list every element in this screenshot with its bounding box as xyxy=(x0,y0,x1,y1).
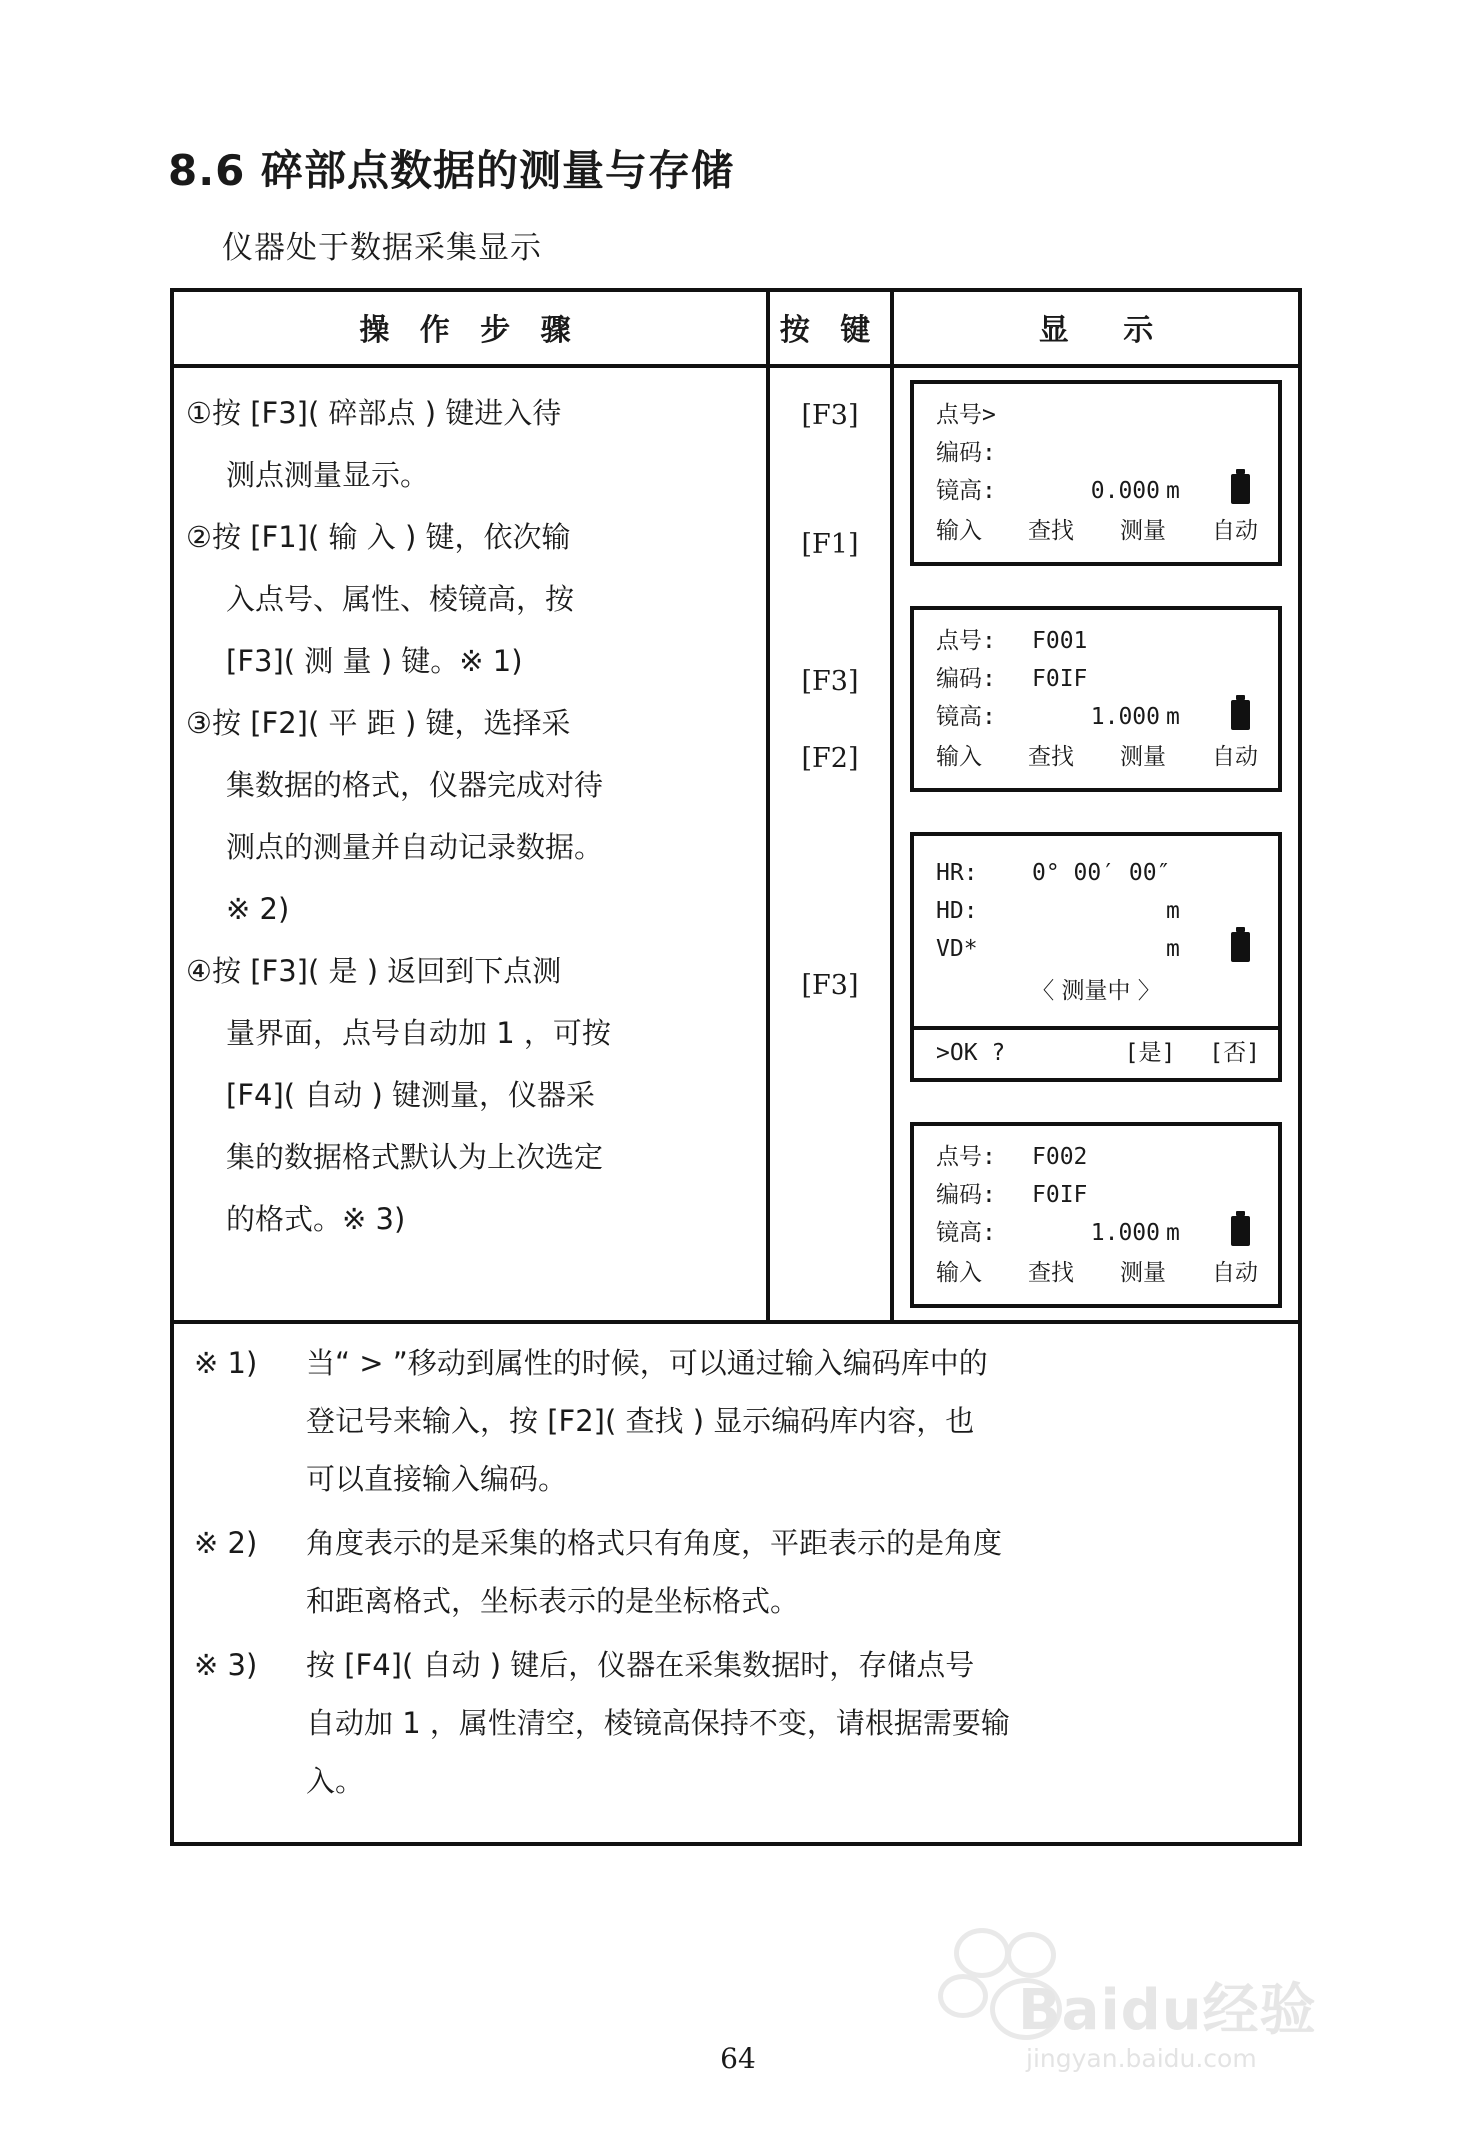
lcd-label: 编码: xyxy=(936,440,996,466)
lcd-label: 点号: xyxy=(936,628,996,654)
ok-prompt: >OK ? xyxy=(936,1040,1006,1066)
note-line: 和距离格式，坐标表示的是坐标格式。 xyxy=(306,1584,800,1618)
lcd-softkey-bar xyxy=(914,1252,1278,1292)
lcd-value: 0.000 xyxy=(1090,478,1160,504)
lcd-value: F001 xyxy=(1032,628,1088,654)
step-line: ※ 2) xyxy=(226,892,290,926)
note-line: 可以直接输入编码。 xyxy=(306,1462,568,1496)
note-line: 自动加 1 ，属性清空，棱镜高保持不变，请根据需要输 xyxy=(306,1706,1010,1740)
battery-icon xyxy=(1231,700,1250,730)
notes-section xyxy=(174,1324,1298,1842)
note-marker: ※ 2) xyxy=(194,1526,258,1560)
lcd-label: 镜高: xyxy=(936,1220,996,1246)
lcd-label: 镜高: xyxy=(936,704,996,730)
lcd-label: 点号: xyxy=(936,1144,996,1170)
steps-cell xyxy=(174,368,770,1320)
table-header-row xyxy=(174,292,1298,368)
watermark-brand: Baidu经验 xyxy=(1018,1978,1317,2043)
key-label-f3-2: [F3] xyxy=(801,666,859,697)
softkey-auto[interactable]: 自动 xyxy=(1212,518,1258,544)
procedure-table xyxy=(170,288,1302,1846)
softkey-search[interactable]: 查找 xyxy=(1028,518,1074,544)
battery-icon xyxy=(1231,1216,1250,1246)
note-line: 角度表示的是采集的格式只有角度，平距表示的是角度 xyxy=(306,1526,1003,1560)
display-cell xyxy=(894,368,1298,1320)
keys-cell xyxy=(770,368,894,1320)
lcd-value: 0° 00′ 00″ xyxy=(1032,860,1171,886)
note-line: 登记号来输入，按 [F2]( 查找 ) 显示编码库内容，也 xyxy=(306,1404,975,1438)
step-line: 量界面，点号自动加 1 ，可按 xyxy=(226,1016,611,1050)
battery-icon xyxy=(1231,474,1250,504)
lcd-unit: m xyxy=(1166,704,1180,730)
lcd-value: 1.000 xyxy=(1090,704,1160,730)
lcd-softkey-bar xyxy=(914,736,1278,776)
lcd-label: 点号> xyxy=(936,402,996,428)
table-body-row xyxy=(174,368,1298,1324)
softkey-input[interactable]: 输入 xyxy=(936,518,982,544)
step-line: 测点的测量并自动记录数据。 xyxy=(226,830,604,864)
lcd-label: 编码: xyxy=(936,666,996,692)
lcd-unit: m xyxy=(1166,1220,1180,1246)
step-line: 的格式。※ 3) xyxy=(226,1202,406,1236)
lcd-panel-1 xyxy=(910,380,1282,566)
lcd-unit: m xyxy=(1166,898,1180,924)
note-3 xyxy=(194,1636,1282,1810)
note-line: 按 [F4]( 自动 ) 键后，仪器在采集数据时，存储点号 xyxy=(306,1648,975,1682)
lcd-value: F002 xyxy=(1032,1144,1088,1170)
lcd-label: 编码: xyxy=(936,1182,996,1208)
lcd-value: F0IF xyxy=(1032,666,1088,692)
softkey-input[interactable]: 输入 xyxy=(936,744,982,770)
page-subtitle: 仪器处于数据采集显示 xyxy=(222,230,542,266)
softkey-measure[interactable]: 测量 xyxy=(1120,744,1166,770)
note-2 xyxy=(194,1514,1282,1630)
softkey-auto[interactable]: 自动 xyxy=(1212,1260,1258,1286)
step-line: 测点测量显示。 xyxy=(226,458,430,492)
lcd-ok-bar xyxy=(914,1030,1278,1078)
watermark-url: jingyan.baidu.com xyxy=(1026,2044,1257,2073)
battery-icon xyxy=(1231,932,1250,962)
ok-yes-button[interactable]: [是] xyxy=(1124,1040,1176,1066)
lcd-status-measuring: 〈 测量中 〉 xyxy=(1031,978,1161,1004)
page-title: 8.6 碎部点数据的测量与存储 xyxy=(168,146,735,195)
note-line: 入。 xyxy=(306,1764,365,1798)
note-marker: ※ 3) xyxy=(194,1648,258,1682)
lcd-label: 镜高: xyxy=(936,478,996,504)
step-line: ①按 [F3]( 碎部点 ) 键进入待 xyxy=(186,396,562,430)
lcd-value: 1.000 xyxy=(1090,1220,1160,1246)
lcd-panel-2 xyxy=(910,606,1282,792)
lcd-label: VD* xyxy=(936,936,978,962)
lcd-unit: m xyxy=(1166,478,1180,504)
softkey-input[interactable]: 输入 xyxy=(936,1260,982,1286)
column-header-keys: 按 键 xyxy=(770,292,894,364)
key-label-f2: [F2] xyxy=(801,743,859,774)
column-header-steps: 操 作 步 骤 xyxy=(174,292,770,364)
key-label-f3-1: [F3] xyxy=(801,400,859,431)
key-label-f3-3: [F3] xyxy=(801,970,859,1001)
lcd-label: HD: xyxy=(936,898,978,924)
step-line: ②按 [F1]( 输 入 ) 键，依次输 xyxy=(186,520,571,554)
softkey-search[interactable]: 查找 xyxy=(1028,1260,1074,1286)
page-number: 64 xyxy=(720,2042,756,2075)
key-label-f1: [F1] xyxy=(801,529,859,560)
softkey-search[interactable]: 查找 xyxy=(1028,744,1074,770)
lcd-panel-3 xyxy=(910,832,1282,1082)
watermark xyxy=(1010,1920,1450,2110)
step-line: [F3]( 测 量 ) 键。※ 1) xyxy=(226,644,523,678)
lcd-softkey-bar xyxy=(914,510,1278,550)
lcd-unit: m xyxy=(1166,936,1180,962)
note-1 xyxy=(194,1334,1282,1508)
lcd-label: HR: xyxy=(936,860,978,886)
softkey-measure[interactable]: 测量 xyxy=(1120,518,1166,544)
step-line: [F4]( 自动 ) 键测量，仪器采 xyxy=(226,1078,596,1112)
step-line: 入点号、属性、棱镜高，按 xyxy=(226,582,575,616)
step-line: ④按 [F3]( 是 ) 返回到下点测 xyxy=(186,954,562,988)
softkey-measure[interactable]: 测量 xyxy=(1120,1260,1166,1286)
ok-no-button[interactable]: [否] xyxy=(1209,1040,1260,1066)
lcd-value: F0IF xyxy=(1032,1182,1088,1208)
lcd-panel-4 xyxy=(910,1122,1282,1308)
column-header-display: 显 示 xyxy=(1038,313,1176,348)
softkey-auto[interactable]: 自动 xyxy=(1212,744,1258,770)
step-line: 集的数据格式默认为上次选定 xyxy=(226,1140,604,1174)
note-marker: ※ 1) xyxy=(194,1346,258,1380)
step-line: ③按 [F2]( 平 距 ) 键，选择采 xyxy=(186,706,571,740)
note-line: 当“ > ”移动到属性的时候，可以通过输入编码库中的 xyxy=(306,1346,988,1380)
step-line: 集数据的格式，仪器完成对待 xyxy=(226,768,604,802)
